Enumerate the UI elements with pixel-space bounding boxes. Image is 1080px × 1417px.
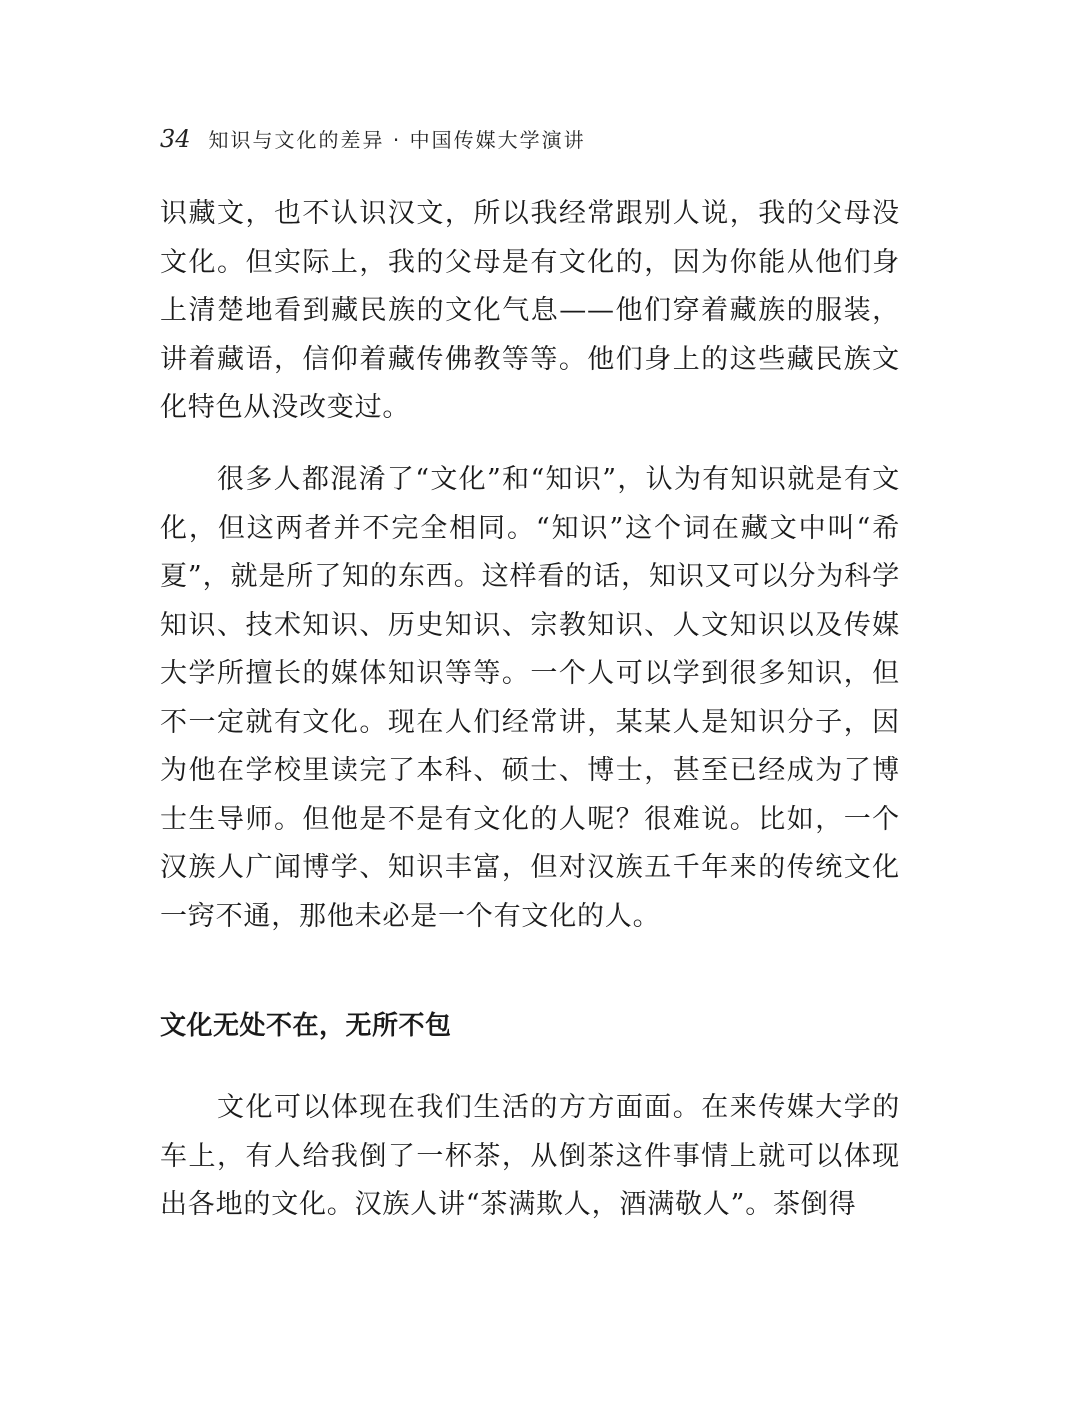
paragraph-2: 很多人都混淆了“文化”和“知识”，认为有知识就是有文化，但这两者并不完全相同。“知识”这个词在藏文中叫“希夏”，就是所了知的东西。这样看的话，知识又可以分为科学知识、技术知识、历史知识、宗教知识、人文知识以及传媒大学所擅长的媒体知识等等。一个人可以学到很多知识，但不一定就有文化。现在人们经常讲，某某人是知识分子，因为他在学校里读完了本科、硕士、博士，甚至已经成为了博士生导师。但他是不是有文化的人呢？很难说。比如，一个汉族人广闻博学、知识丰富，但对汉族五千年来的传统文化一窍不通，那他未必是一个有文化的人。 [160,464,900,932]
section-heading: 文化无处不在，无所不包 [160,1011,452,1041]
running-header [160,124,586,156]
paragraph-1: 识藏文，也不认识汉文，所以我经常跟别人说，我的父母没文化。但实际上，我的父母是有文化的，因为你能从他们身上清楚地看到藏民族的文化气息——他们穿着藏族的服装，讲着藏语，信仰着藏传佛教等等。他们身上的这些藏民族文化特色从没改变过。 [160,198,900,423]
book-title: 知识与文化的差异 · 中国传媒大学演讲 [208,128,586,152]
page-number: 34 [160,125,191,153]
paragraph-3: 文化可以体现在我们生活的方方面面。在来传媒大学的车上，有人给我倒了一杯茶，从倒茶这件事情上就可以体现出各地的文化。汉族人讲“茶满欺人，酒满敬人”。茶倒得 [160,1092,900,1220]
